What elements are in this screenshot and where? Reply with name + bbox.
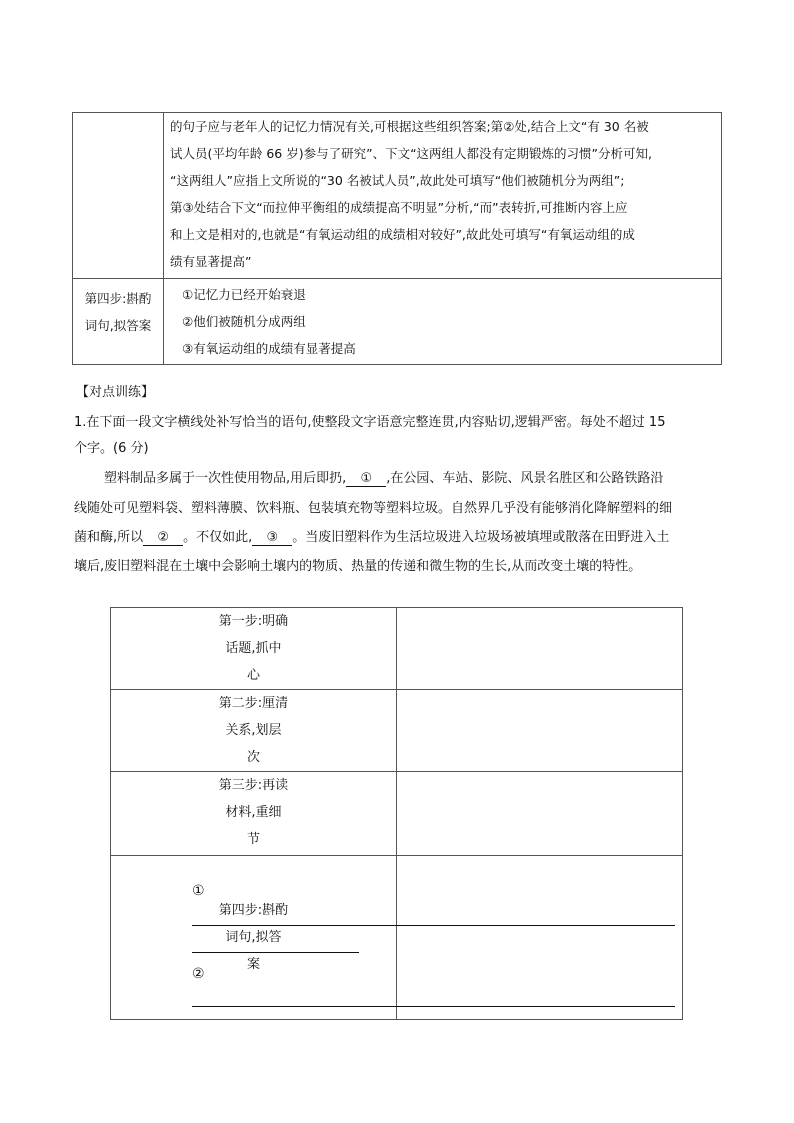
passage-line: [74, 526, 724, 546]
answer-item: ②他们被随机分成两组: [182, 314, 306, 329]
training-heading: 【对点训练】: [76, 385, 155, 400]
label-line: 心: [246, 668, 260, 683]
step2-answer-area[interactable]: [397, 690, 683, 772]
step2-label: [111, 690, 397, 772]
para-line: 和上文是相对的,也就是“有氧运动组的成绩相对较好”,故此处可填写“有氧运动组的成: [170, 227, 635, 242]
blank-2: ②: [143, 530, 183, 546]
label-line: 话题,抓中: [225, 641, 282, 656]
passage-text: 。不仅如此,: [183, 530, 253, 545]
label-line: 第二步:厘清: [218, 696, 289, 711]
label-line: 第一步:明确: [218, 614, 289, 629]
step4-label-line: 词句,拟答案: [84, 318, 152, 333]
label-line: 词句,拟答: [225, 930, 282, 945]
writing-line[interactable]: [192, 925, 675, 926]
step1-answer-area[interactable]: [397, 608, 683, 690]
question-line: 1.在下面一段文字横线处补写恰当的语句,使整段文字语意完整连贯,内容贴切,逻辑严密。每处不超过 15: [74, 415, 666, 430]
empty-label-cell: [73, 113, 164, 279]
worksheet-table: [110, 607, 683, 1020]
answer-item: ①记忆力已经开始衰退: [182, 287, 306, 302]
step3-label: [111, 772, 397, 856]
step3-answer-area[interactable]: [397, 772, 683, 856]
label-line: 次: [246, 750, 260, 765]
step4-label-2: [111, 856, 397, 1020]
question-line: 个字。(6 分): [74, 441, 149, 456]
blank-1: ①: [346, 471, 386, 487]
label-line: 节: [246, 832, 260, 847]
para-line: “这两组人”应指上文所说的“30 名被试人员”,故此处可填写“他们被随机分为两组”;: [170, 173, 625, 188]
label-line: 关系,划层: [225, 723, 282, 738]
blank-3: ③: [252, 530, 292, 546]
answer-item: ③有氧运动组的成绩有显著提高: [182, 341, 356, 356]
writing-line[interactable]: [192, 1006, 675, 1007]
para-line: 第③处结合下文“而拉伸平衡组的成绩提高不明显”分析,“而”表转折,可推断内容上应: [170, 200, 628, 215]
label-line: 案: [246, 957, 260, 972]
step4-answer-area[interactable]: [397, 856, 683, 1020]
writing-line[interactable]: [192, 952, 359, 953]
passage-line: 线随处可见塑料袋、塑料薄膜、饮料瓶、包装填充物等塑料垃圾。自然界几乎没有能够消化降解塑料的细: [74, 501, 673, 516]
para-line: 绩有显著提高”: [170, 254, 252, 269]
passage-text: ,在公园、车站、影院、风景名胜区和公路铁路沿: [386, 471, 664, 486]
label-line: 第四步:斟酌: [218, 903, 289, 918]
answer-mark-1: ①: [192, 883, 205, 899]
label-line: 材料,重细: [225, 805, 282, 820]
answer-mark-2: ②: [192, 966, 205, 982]
analysis-table: [72, 112, 722, 365]
step4-label: [73, 279, 164, 365]
para-line: 的句子应与老年人的记忆力情况有关,可根据这些组织答案;第②处,结合上文“有 30 名被: [170, 119, 649, 134]
passage-text: 塑料制品多属于一次性使用物品,用后即扔,: [104, 471, 347, 486]
step4-label-line: 第四步:斟酌: [84, 291, 152, 306]
label-line: 第三步:再读: [218, 778, 289, 793]
passage-text: 菌和酶,所以: [74, 530, 144, 545]
passage-text: 。当废旧塑料作为生活垃圾进入垃圾场被填埋或散落在田野进入土: [292, 530, 670, 545]
passage-line: 壤后,废旧塑料混在土壤中会影响土壤内的物质、热量的传递和微生物的生长,从而改变土壤的特性。: [74, 559, 642, 574]
passage-line: [104, 467, 754, 487]
para-line: 试人员(平均年龄 66 岁)参与了研究”、下文“这两组人都没有定期锻炼的习惯”分析可知,: [170, 146, 653, 161]
analysis-paragraph: [164, 113, 722, 279]
step4-answers: [164, 279, 722, 365]
step1-label: [111, 608, 397, 690]
